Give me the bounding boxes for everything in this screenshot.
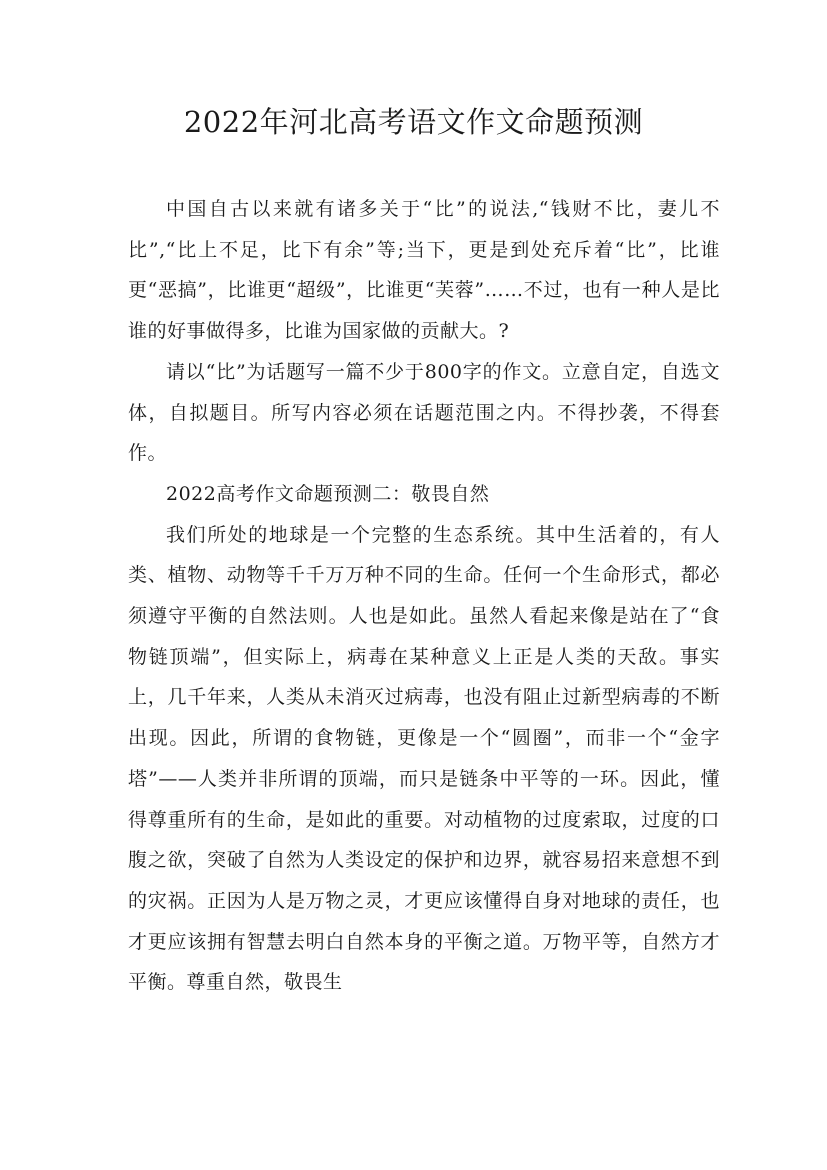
paragraph-essay: 我们所处的地球是一个完整的生态系统。其中生活着的，有人类、植物、动物等千千万万种不同的生命。任何一个生命形式，都必须遵守平衡的自然法则。人也是如此。虽然人看起来像是站在了“食物链顶端”，但实际上，病毒在某种意义上正是人类的天敌。事实上，几千年来，人类从未消灭过病毒，也没有阻止过新型病毒的不断出现。因此，所谓的食物链，更像是一个“圆圈”，而非一个“金字塔”——人类并非所谓的顶端，而只是链条中平等的一环。因此，懂得尊重所有的生命，是如此的重要。对动植物的过度索取，过度的口腹之欲，突破了自然为人类设定的保护和边界，就容易招来意想不到的灾祸。正因为人是万物之灵，才更应该懂得自身对地球的责任，也才更应该拥有智慧去明白自然本身的平衡之道。万物平等，自然方才平衡。尊重自然，敬畏生 xyxy=(128,523,720,994)
document-title: 2022年河北高考语文作文命题预测 xyxy=(183,105,644,139)
paragraph-prompt: 请以“比”为话题写一篇不少于800字的作文。立意自定，自选文体，自拟题目。所写内容必须在话题范围之内。不得抄袭，不得套作。 xyxy=(128,360,720,465)
paragraph-subheading: 2022高考作文命题预测二：敬畏自然 xyxy=(166,482,490,505)
paragraph-intro: 中国自古以来就有诸多关于“比”的说法,“钱财不比，妻儿不比”,“比上不足，比下有余”等;当下，更是到处充斥着“比”，比谁更“恶搞”，比谁更“超级”，比谁更“芙蓉”……不过，也有一种人是比谁的好事做得多，比谁为国家做的贡献大。? xyxy=(128,198,720,343)
document-body xyxy=(128,189,720,1003)
